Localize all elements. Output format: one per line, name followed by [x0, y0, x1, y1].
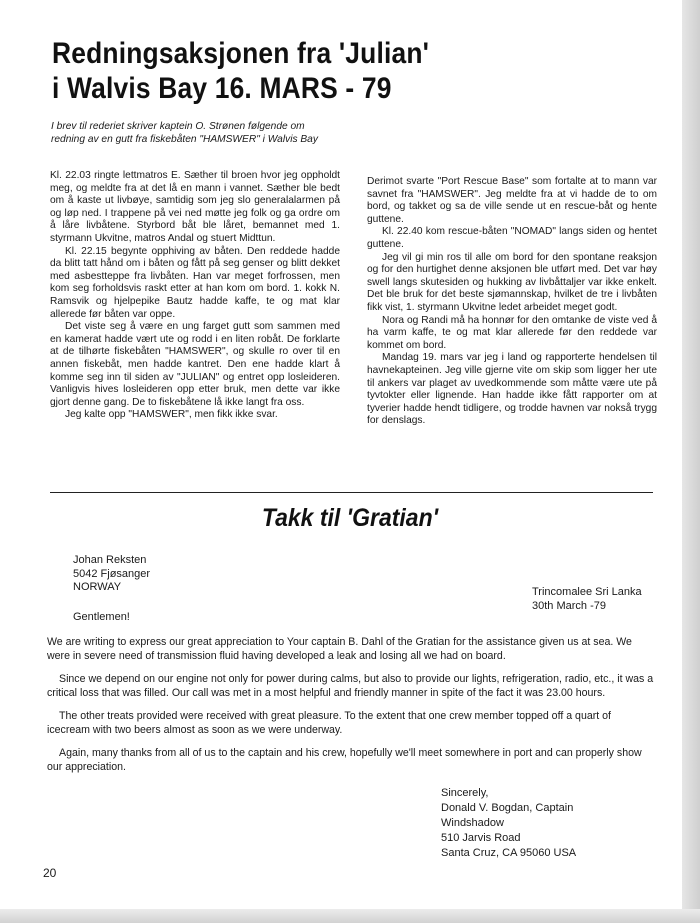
letter-date: 30th March -79 — [532, 599, 606, 612]
letter-greeting: Gentlemen! — [73, 611, 130, 623]
paragraph: Nora og Randi må ha honnør for den omtanke de viste ved å ha varm kaffe, te og mat klar allerede før den reddede var kommet om bord. — [367, 314, 657, 351]
address-line: 5042 Fjøsanger — [73, 567, 151, 580]
article-left-column — [50, 170, 340, 422]
signature-line: Sincerely, — [441, 787, 489, 799]
signature-line: 510 Jarvis Road — [441, 832, 521, 844]
letter-place: Trincomalee Sri Lanka — [532, 586, 642, 598]
page-edge — [682, 0, 700, 923]
signature-line: Donald V. Bogdan, Captain — [441, 802, 574, 814]
paragraph: We are writing to express our great appreciation to Your captain B. Dahl of the Gratian for the assistance given us at sea. We were in severe need of transmission fluid having developed a leak and losing all we had on board. — [47, 636, 632, 662]
letter-heading: Takk til 'Gratian' — [261, 504, 439, 532]
article-intro: I brev til rederiet skriver kaptein O. Strønen følgende om redning av en gutt fra fiskebåten "HAMSWER" i Walvis Bay — [51, 121, 318, 145]
paragraph: Det viste seg å være en ung farget gutt som sammen med en kamerat hadde vært ute og rodd i en liten robåt. De forklarte at de tilhørte fiskebåten "HAMSWER", og skulle ro over til en annen fiskebåt, men hadde kantret. Den ene hadde klart å komme seg inn til siden av "JULIAN" og entret opp losleideren. Vanligvis hives losleideren opp etter bruk, men dette var ikke gjort denne gang. De to fiskebåtene lå ikke langt fra oss. — [50, 321, 340, 408]
paragraph: The other treats provided were received with great pleasure. To the extent that one crew member topped off a quart of icecream with two beers almost as soon as we were underway. — [47, 710, 611, 736]
paragraph: Jeg kalte opp "HAMSWER", men fikk ikke svar. — [65, 409, 278, 421]
letter-signature — [441, 786, 576, 861]
paragraph: Again, many thanks from all of us to the captain and his crew, hopefully we'll meet somewhere in port and can properly show our appreciation. — [47, 747, 642, 773]
page-bottom-edge — [0, 909, 700, 923]
paragraph: Jeg vil gi min ros til alle om bord for den spontane reaksjon og for den hurtighet denne aksjonen ble utført med. Det var høy swell langs skutesiden og hukking av livbåttaljer var ikke enkelt. Det ble bruk for det beste sjømannskap, hvilket de tre i livbåten fikk vist, 1. styrmann Ukvitne ledet arbeidet meget godt. — [367, 251, 657, 313]
paragraph: Mandag 19. mars var jeg i land og rapporterte hendelsen til havnekapteinen. Jeg ville gjerne vite om skip som ligger her ute til ankers var plaget av uvedkommende som måtte være ute på tyvtokter eller lignende. Han hadde ikke fått rapporter om at tyverier hadde hendt tidligere, og trodde havnen var nokså trygg for denslags. — [367, 352, 657, 427]
signature-line: Santa Cruz, CA 95060 USA — [441, 847, 577, 859]
signature-line: Windshadow — [441, 817, 504, 829]
address-line: Johan Reksten — [73, 554, 147, 566]
recipient-address — [73, 554, 150, 595]
section-divider — [50, 492, 653, 493]
page-number: 20 — [43, 866, 57, 880]
letter-place-date — [532, 586, 642, 613]
paragraph: Derimot svarte "Port Rescue Base" som fortalte at to mann var savnet fra "HAMSWER". Jeg meldte fra at vi hadde de to om bord, og takket og sa de ville sende ut en rescue-båt og hente guttene. — [367, 176, 657, 225]
title-line-1: Redningsaksjonen fra 'Julian' — [52, 37, 430, 70]
title-line-2: i Walvis Bay 16. MARS - 79 — [52, 72, 392, 105]
paragraph: Kl. 22.40 kom rescue-båten "NOMAD" langs siden og hentet guttene. — [367, 226, 657, 250]
paragraph: Kl. 22.03 ringte lettmatros E. Sæther til broen hvor jeg oppholdt meg, og meldte fra at det lå en mann i vannet. Sæther ble bedt om å kaste ut livbøye, samtidig som jeg slo generalalarmen på og løp ned. I trappene på vei ned møtte jeg folk og ga ordre om å låre livbåtene. Styrbord båt ble låret, bemannet med 1. styrmann Ukvitne, matros Andal og stuert Midttun. — [50, 170, 340, 244]
address-line: NORWAY — [73, 581, 122, 594]
article-right-column — [367, 176, 657, 428]
letter-body — [47, 635, 655, 783]
paragraph: Kl. 22.15 begynte opphiving av båten. Den reddede hadde da blitt tatt hånd om i båten og fått på seg genser og blitt dekket med asbestteppe fra livbåten. Han var meget forfrossen, men kom seg forholdsvis raskt etter at han kom om bord. 1. kokk N. Ramsvik og hjelpepike Bautz hadde kaffe, te og mat klar allerede før båten var oppe. — [50, 245, 340, 320]
article-title — [52, 36, 580, 106]
paragraph: Since we depend on our engine not only for power during calms, but also to provide our lights, refrigeration, radio, etc., it was a critical loss that was filled. Our call was met in a most helpful and friendly manner in spite of the fact it was 23.00 hours. — [47, 673, 654, 699]
